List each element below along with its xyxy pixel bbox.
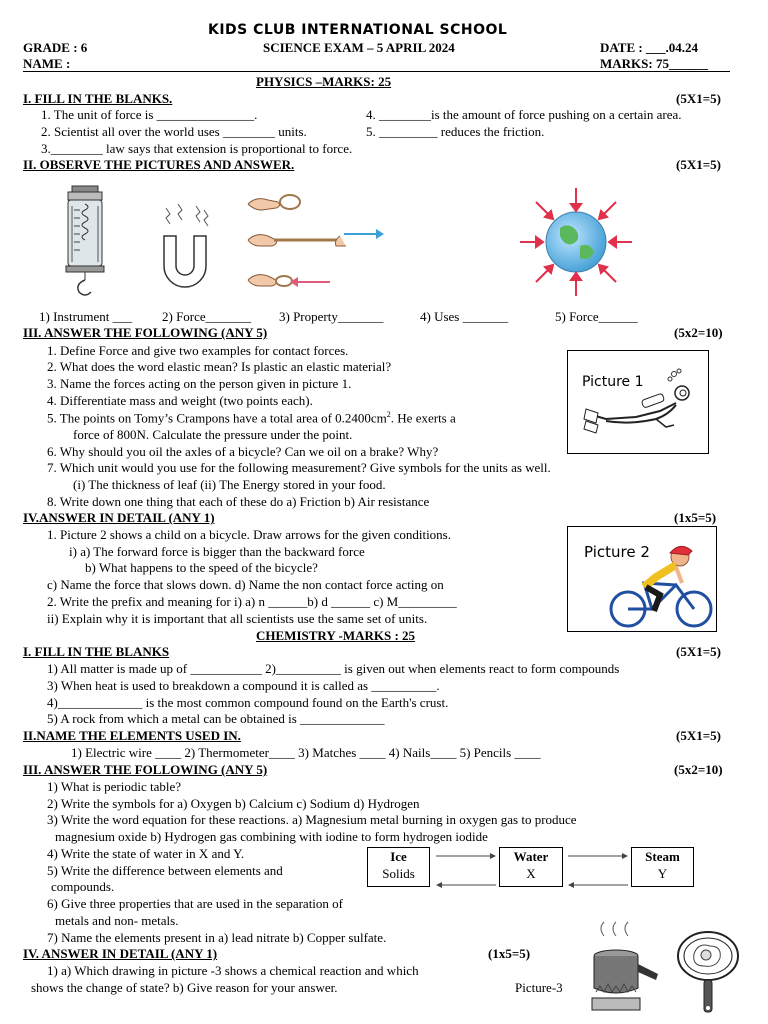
flow-box-water-sub: X [526, 866, 536, 881]
chem-s2-items: 1) Electric wire ____ 2) Thermometer____ 3) Matches ____ 4) Nails____ 5) Pencils ____ [71, 745, 541, 760]
physics-q3: 3.________ law says that extension is proportional to force. [41, 141, 353, 156]
chemistry-title: CHEMISTRY -MARKS : 25 [256, 628, 416, 643]
left-arrow-icon [290, 276, 330, 288]
flow-arrow-left-1 [436, 881, 496, 889]
physics-q2: 2. Scientist all over the world uses ________ units. [41, 124, 307, 139]
chem-s3-marks: (5x2=10) [674, 762, 723, 777]
name-field: NAME : [23, 56, 71, 71]
chem-s3-q5: 5) Write the difference between elements and [47, 863, 283, 878]
picture-3-label: Picture-3 [515, 980, 563, 995]
physics-s4-q1a: i) a) The forward force is bigger than the backward force [69, 544, 365, 559]
physics-s3-q5c: force of 800N. Calculate the pressure under the point. [73, 427, 353, 442]
chem-s1-q1: 1) All matter is made up of ___________ 2)__________ is given out when elements react to form compounds [47, 661, 620, 676]
flow-box-water [499, 847, 563, 887]
obs-label-4: 4) Uses _______ [420, 309, 509, 324]
chem-s3-q5b: compounds. [51, 879, 115, 894]
physics-s4-marks: (1x5=5) [674, 510, 717, 525]
chem-s3-q6: 6) Give three properties that are used in the separation of [47, 896, 343, 911]
physics-s3-q5-sup: 2 [386, 410, 391, 419]
flow-box-ice [367, 847, 430, 887]
flow-arrow-left-2 [568, 881, 628, 889]
picture-2-label: Picture 2 [584, 543, 650, 561]
physics-s1-marks: (5X1=5) [676, 91, 721, 106]
flow-box-ice-sub: Solids [382, 866, 415, 881]
physics-s4-q2: 2. Write the prefix and meaning for i) a) n ______b) d ______ c) M_________ [47, 594, 457, 609]
chem-s3-q1: 1) What is periodic table? [47, 779, 182, 794]
chem-s2-heading: II.NAME THE ELEMENTS USED IN. [23, 728, 241, 743]
physics-s3-q2: 2. What does the word elastic mean? Is plastic an elastic material? [47, 359, 392, 374]
physics-q4: 4. ________is the amount of force pushing on a certain area. [366, 107, 682, 122]
physics-s3-q6: 6. Why should you oil the axles of a bicycle? Can we oil on a brake? Why? [47, 444, 439, 459]
obs-label-2: 2) Force_______ [162, 309, 252, 324]
flow-arrow-right-1 [436, 852, 496, 860]
physics-s1-heading: I. FILL IN THE BLANKS. [23, 91, 173, 106]
physics-s4-q2b: ii) Explain why it is important that all scientists use the same set of units. [47, 611, 428, 626]
chem-s4-q1: 1) a) Which drawing in picture -3 shows a chemical reaction and which [47, 963, 419, 978]
physics-s4-q1b: b) What happens to the speed of the bicycle? [85, 560, 318, 575]
frying-pan-egg-image [672, 928, 744, 1020]
chem-s1-q5: 5) A rock from which a metal can be obtained is _____________ [47, 711, 385, 726]
chem-s3-q4: 4) Write the state of water in X and Y. [47, 846, 245, 861]
chem-s3-q2: 2) Write the symbols for a) Oxygen b) Calcium c) Sodium d) Hydrogen [47, 796, 420, 811]
boiling-pot-image [586, 922, 666, 1014]
chem-s2-marks: (5X1=5) [676, 728, 721, 743]
obs-label-3: 3) Property_______ [279, 309, 384, 324]
obs-label-1: 1) Instrument ___ [39, 309, 133, 324]
marks-total: MARKS: 75______ [600, 56, 708, 71]
chem-s3-q3b: magnesium oxide b) Hydrogen gas combining with iodine to form hydrogen iodide [55, 829, 488, 844]
physics-s3-heading: III. ANSWER THE FOLLOWING (ANY 5) [23, 325, 268, 340]
physics-title: PHYSICS –MARKS: 25 [256, 74, 392, 89]
flow-box-water-title: Water [513, 849, 549, 864]
chem-s3-q7: 7) Name the elements present in a) lead nitrate b) Copper sulfate. [47, 930, 387, 945]
chem-s4-marks: (1x5=5) [488, 946, 531, 961]
flow-box-steam-sub: Y [657, 866, 668, 881]
diver-image [582, 371, 702, 447]
picture-2-box [567, 526, 717, 632]
picture-1-box [567, 350, 709, 454]
chem-s3-q3: 3) Write the word equation for these reactions. a) Magnesium metal burning in oxygen gas to produce [47, 812, 577, 827]
chem-s3-q6b: metals and non- metals. [55, 913, 179, 928]
physics-s2-heading: II. OBSERVE THE PICTURES AND ANSWER. [23, 157, 295, 172]
flow-box-ice-title: Ice [390, 849, 407, 864]
chem-s4-q1b: shows the change of state? b) Give reason for your answer. [31, 980, 338, 995]
physics-s3-q7: 7. Which unit would you use for the following measurement? Give symbols for the units as well. [47, 460, 551, 475]
cyclist-image [606, 543, 714, 629]
chem-s3-heading: III. ANSWER THE FOLLOWING (ANY 5) [23, 762, 268, 777]
chem-s4-heading: IV. ANSWER IN DETAIL (ANY 1) [23, 946, 218, 961]
physics-q5: 5. _________ reduces the friction. [366, 124, 545, 139]
flow-box-steam-title: Steam [645, 849, 680, 864]
flow-box-steam [631, 847, 694, 887]
physics-s3-q3: 3. Name the forces acting on the person given in picture 1. [47, 376, 352, 391]
header-divider [23, 71, 730, 72]
magnet-image [156, 200, 214, 296]
chem-s1-heading: I. FILL IN THE BLANKS [23, 644, 170, 659]
chem-s1-q3: 3) When heat is used to breakdown a compound it is called as __________. [47, 678, 440, 693]
physics-s3-q8: 8. Write down one thing that each of these do a) Friction b) Air resistance [47, 494, 430, 509]
physics-s2-marks: (5X1=5) [676, 157, 721, 172]
school-name: KIDS CLUB INTERNATIONAL SCHOOL [208, 22, 508, 38]
physics-s3-q4: 4. Differentiate mass and weight (two points each). [47, 393, 313, 408]
obs-label-5: 5) Force______ [555, 309, 638, 324]
chem-s1-marks: (5X1=5) [676, 644, 721, 659]
physics-s3-q1: 1. Define Force and give two examples for contact forces. [47, 343, 349, 358]
physics-s4-q1c: c) Name the force that slows down. d) Name the non contact force acting on [47, 577, 444, 592]
picture-1-label: Picture 1 [582, 374, 644, 390]
grade-label: GRADE : 6 [23, 40, 88, 55]
right-arrow-icon [344, 228, 384, 240]
chem-s1-q4: 4)_____________ is the most common compound found on the Earth's crust. [47, 695, 449, 710]
physics-s3-q5-text-b: . He exerts a [390, 410, 456, 426]
physics-s4-q1: 1. Picture 2 shows a child on a bicycle. Draw arrows for the given conditions. [47, 527, 451, 542]
physics-s3-q5 [47, 411, 456, 424]
spring-balance-image [56, 186, 116, 298]
physics-s4-heading: IV.ANSWER IN DETAIL (ANY 1) [23, 510, 215, 525]
flow-arrow-right-2 [568, 852, 628, 860]
exam-title: SCIENCE EXAM – 5 APRIL 2024 [263, 40, 455, 55]
date-field: DATE : ___.04.24 [600, 40, 698, 55]
physics-s3-q7b: (i) The thickness of leaf (ii) The Energy stored in your food. [73, 477, 386, 492]
physics-s3-q5-text: 5. The points on Tomy’s Crampons have a total area of 0.2400cm [47, 410, 387, 426]
earth-gravity-image [516, 186, 636, 298]
physics-s3-marks: (5x2=10) [674, 325, 723, 340]
physics-q1: 1. The unit of force is _______________. [41, 107, 258, 122]
